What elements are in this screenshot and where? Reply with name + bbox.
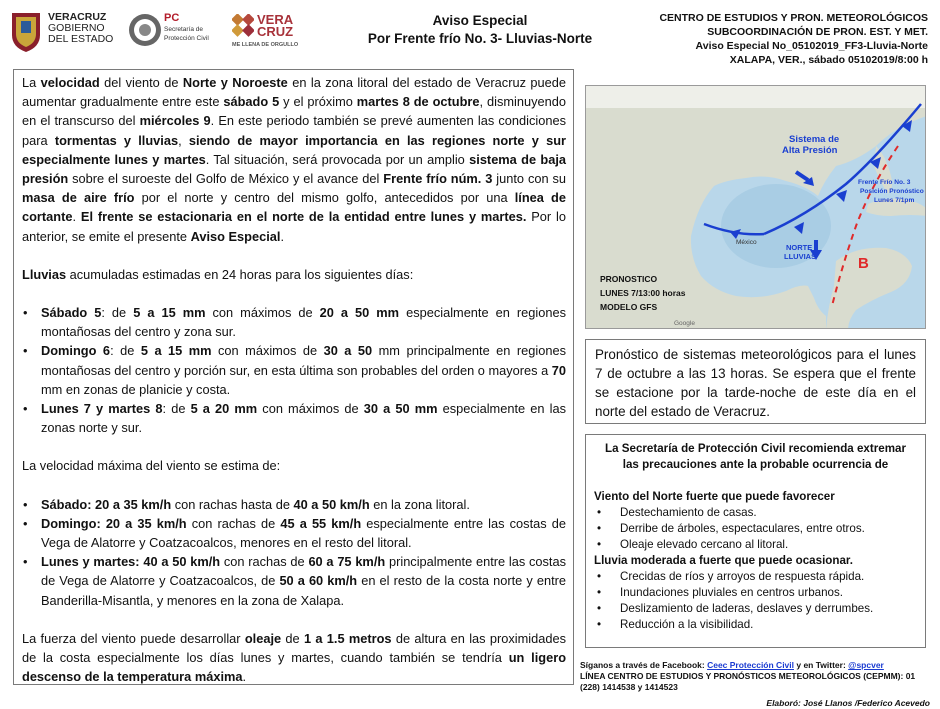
agency-header [598, 11, 928, 67]
wind-intro [22, 456, 566, 475]
twitter-link[interactable]: @spcver [848, 660, 884, 670]
text-run: por el norte y centro del mismo golfo, antecedidos por una [134, 190, 515, 206]
text-run: con rachas de [220, 554, 309, 570]
rain-risk-item: • Reducción a la visibilidad. [594, 617, 917, 633]
wind-risk-item: • Oleaje elevado cercano al litoral. [594, 537, 917, 553]
map-label-front-3: Lunes 7/1pm [874, 197, 915, 204]
text-run: sobre el suroeste del Golfo de México y el avance del [68, 171, 384, 187]
rain-item-sunday [22, 341, 566, 399]
text-run: Por lo anterior, se emite el presente [22, 209, 566, 244]
brand-logo-line2: CRUZ [257, 24, 294, 39]
text-run: con máximos de [205, 305, 320, 321]
wind-item-sunday [22, 514, 566, 552]
text-run: acumuladas estimadas en 24 horas para los siguientes días: [66, 266, 414, 282]
text-run: de [281, 630, 304, 646]
notice-title [350, 12, 610, 48]
map-label-front-1: Frente Frío No. 3 [858, 179, 911, 186]
brand-logo-line1: VERA [257, 12, 294, 27]
phone-line-2: (228) 1414538 y 1414523 [580, 682, 678, 692]
veracruz-brand-logo [232, 12, 322, 54]
intro-paragraph [22, 73, 566, 246]
forecast-map [585, 85, 926, 329]
text-run: especialmente entre las costas de Vega de Alatorre y Coatzacoalcos, menores en el resto del litoral. [41, 515, 566, 551]
brand-logo-tag: ME LLENA DE ORGULLO [232, 42, 299, 48]
pc-logo-title: PC [164, 12, 180, 24]
recommendations-heading-2: las precauciones ante la probable ocurrencia de [622, 458, 889, 471]
text-run: en la zona litoral. [369, 496, 470, 512]
veracruz-logo-line2: GOBIERNO [48, 22, 105, 34]
pc-emblem-icon [128, 10, 162, 50]
pc-logo-line2: Protección Civil [164, 35, 209, 42]
text-run: , [178, 132, 189, 148]
bold-text-run: Lluvias [22, 266, 67, 282]
rain-risk-item: • Inundaciones pluviales en centros urbanos. [594, 585, 917, 601]
bold-text-run: Frente frío núm. 3 [383, 171, 493, 187]
map-label-norte-1: NORTE [786, 243, 813, 252]
bold-text-run: 30 a 50 [323, 343, 373, 359]
contact-footer [580, 660, 930, 693]
bold-text-run: 60 a 75 km/h [308, 554, 386, 570]
text-run: . [280, 228, 285, 244]
map-label-norte-2: LLUVIAS [784, 252, 817, 261]
rain-risk-item: • Deslizamiento de laderas, deslaves y derrumbes. [594, 601, 917, 617]
text-run: mm principalmente en regiones montañosas del centro y porción sur, en esta última son probables del orden o mayores a [41, 343, 566, 378]
text-run: : de [101, 305, 134, 321]
bold-text-run: oleaje [244, 630, 282, 646]
bold-text-run: sistema de baja presión [22, 151, 566, 187]
bold-text-run: tormentas y lluvias [54, 132, 179, 148]
rain-risk-title: Lluvia moderada a fuerte que puede ocasionar. [594, 554, 854, 567]
bold-text-run: miércoles 9 [139, 113, 211, 129]
forecast-caption: Pronóstico de sistemas meteorológicos para el lunes 7 de octubre a las 13 horas. Se espera que el frente se estacione por la tarde-noche de este día en el norte del estado de Veracruz. [585, 339, 926, 424]
notice-title-line1: Aviso Especial [432, 13, 528, 28]
bold-text-run: El frente se estacionaria en el norte de la entidad entre lunes y martes. [80, 209, 527, 225]
wave-paragraph [22, 629, 566, 687]
rain-list [22, 303, 566, 437]
agency-line3: Aviso Especial No_05102019_FF3-Lluvia-Norte [695, 40, 928, 52]
bold-text-run: 5 a 20 mm [190, 401, 258, 417]
text-run: . Tal situación, será provocada por un amplio [205, 151, 470, 167]
bold-text-run: Lunes 7 y martes 8 [41, 401, 163, 417]
text-run: con máximos de [211, 343, 324, 359]
text-run: de altura en las proximidades de la costa especialmente los días lunes y martes, cuando también se tendría [22, 630, 566, 666]
text-run: con rachas hasta de [171, 496, 294, 512]
main-text [22, 73, 566, 686]
text-run: . [72, 209, 81, 225]
text-run: con rachas de [186, 515, 281, 531]
bold-text-run: Sábado: 20 a 35 km/h [41, 496, 172, 512]
bold-text-run: 40 a 50 km/h [293, 496, 370, 512]
rain-risk-list [594, 569, 917, 633]
bold-text-run: 30 a 50 mm [363, 401, 438, 417]
map-label-high-2: Alta Presión [782, 145, 838, 156]
wind-risk-list [594, 505, 917, 553]
bold-text-run: Domingo: 20 a 35 km/h [41, 515, 187, 531]
veracruz-logo [8, 9, 114, 55]
map-label-front-2: Posición Pronóstico [860, 188, 924, 195]
bold-text-run: Lunes y martes: 40 a 50 km/h [41, 554, 221, 570]
follow-prefix: Síganos a través de Facebook: [580, 660, 708, 670]
wind-item-monday-tuesday [22, 552, 566, 610]
pc-logo-line1: Secretaría de [164, 26, 204, 33]
recommendations-box [585, 434, 926, 648]
text-run: del viento de [99, 75, 183, 90]
map-label-forecast-3: MODELO GFS [600, 302, 658, 312]
rain-intro [22, 265, 566, 284]
twitter-prefix: y en Twitter: [794, 660, 849, 670]
bold-text-run: 45 a 55 km/h [280, 515, 362, 531]
bold-text-run: velocidad [40, 75, 100, 90]
text-run: : de [110, 343, 141, 359]
veracruz-shield-icon [8, 9, 44, 53]
wind-risk-item: • Derribe de árboles, espectaculares, entre otros. [594, 521, 917, 537]
map-label-high-1: Sistema de [789, 134, 840, 145]
notice-title-line2: Por Frente frío No. 3- Lluvias-Norte [367, 31, 593, 46]
rain-item-monday-tuesday [22, 399, 566, 437]
map-label-mexico: México [736, 239, 757, 246]
map-logo-strip [586, 86, 926, 108]
text-run: junto con su [492, 171, 566, 187]
rain-risk-item: • Crecidas de ríos y arroyos de respuesta rápida. [594, 569, 917, 585]
bold-text-run: Norte y Noroeste [182, 75, 288, 90]
bold-text-run: línea de cortante [22, 190, 566, 225]
text-run: y el próximo [279, 94, 357, 110]
text-run: especialmente en regiones montañosas del centro y zona sur. [41, 305, 566, 340]
wind-item-saturday [22, 495, 566, 514]
rain-item-saturday [22, 303, 566, 341]
text-run: La [22, 75, 41, 90]
social-line [580, 660, 930, 671]
author-credit: Elaboró: José Llanos /Federico Acevedo [766, 698, 930, 708]
bold-text-run: Aviso Especial [190, 228, 281, 244]
wind-risk-title: Viento del Norte fuerte que puede favorecer [594, 490, 835, 503]
text-run: : de [162, 401, 191, 417]
map-label-forecast-1: PRONOSTICO [600, 274, 658, 284]
text-run: mm en zonas de planicie y costa. [41, 381, 231, 397]
wind-risk-item: • Destechamiento de casas. [594, 505, 917, 521]
text-run: en la zona litoral del estado de Veracruz puede aumentar gradualmente entre este [22, 75, 566, 110]
forecast-map-svg [586, 86, 926, 329]
map-label-google: Google [674, 320, 695, 327]
bold-text-run: siendo de mayor importancia en las regiones norte y sur especialmente lunes y martes [22, 132, 566, 167]
bold-text-run: sábado 5 [223, 94, 280, 110]
bold-text-run: 20 a 50 mm [319, 305, 400, 321]
text-run: . En este periodo también se prevé aumenten las condiciones para [22, 113, 566, 148]
facebook-link[interactable]: Ceec Protección Civil [707, 660, 794, 670]
bold-text-run: martes 8 de octubre [356, 94, 480, 110]
phone-line-1: LÍNEA CENTRO DE ESTUDIOS Y PRONÓSTICOS METEOROLÓGICOS (CEPMM): 01 [580, 671, 916, 681]
bold-text-run: 5 a 15 mm [140, 343, 212, 359]
bold-text-run: Domingo 6 [41, 343, 111, 359]
text-run: La velocidad máxima del viento se estima de: [22, 458, 281, 474]
bold-text-run: 1 a 1.5 metros [303, 630, 392, 646]
star-pattern-icon [232, 14, 254, 38]
text-run: principalmente entre las costas de Vega de Alatorre y Coatzacoalcos, de [41, 554, 567, 589]
veracruz-logo-line3: DEL ESTADO [48, 33, 114, 45]
bold-text-run: un ligero descenso de la temperatura máxima [22, 650, 567, 685]
text-run: con máximos de [257, 401, 364, 417]
text-run: La fuerza del viento puede desarrollar [22, 630, 245, 646]
agency-line4: XALAPA, VER., sábado 05102019/8:00 h [729, 54, 928, 66]
pc-logo [128, 10, 218, 54]
agency-line2: SUBCOORDINACIÓN DE PRON. EST. Y MET. [707, 26, 928, 38]
recommendations-heading-1: La Secretaría de Protección Civil recomienda extremar [605, 442, 906, 455]
map-label-low: B [858, 255, 869, 272]
bold-text-run: 5 a 15 mm [133, 305, 206, 321]
map-label-forecast-2: LUNES 7/13:00 horas [600, 288, 686, 298]
text-run: . [242, 669, 247, 685]
bold-text-run: 70 [551, 362, 566, 378]
veracruz-logo-line1: VERACRUZ [48, 11, 107, 23]
bold-text-run: 50 a 60 km/h [279, 573, 358, 589]
bold-text-run: Sábado 5 [41, 305, 102, 321]
wind-list [22, 495, 566, 610]
text-run: , disminuyendo en el transcurso del [22, 94, 566, 129]
bold-text-run: masa de aire frío [22, 190, 135, 206]
text-run: en el resto de la costa norte y entre Banderilla-Misantla, y menores en la zona de Xalapa. [41, 573, 567, 608]
text-run: especialmente en las zonas norte y sur. [41, 401, 566, 436]
agency-line1: CENTRO DE ESTUDIOS Y PRON. METEOROLÓGICOS [659, 12, 928, 24]
